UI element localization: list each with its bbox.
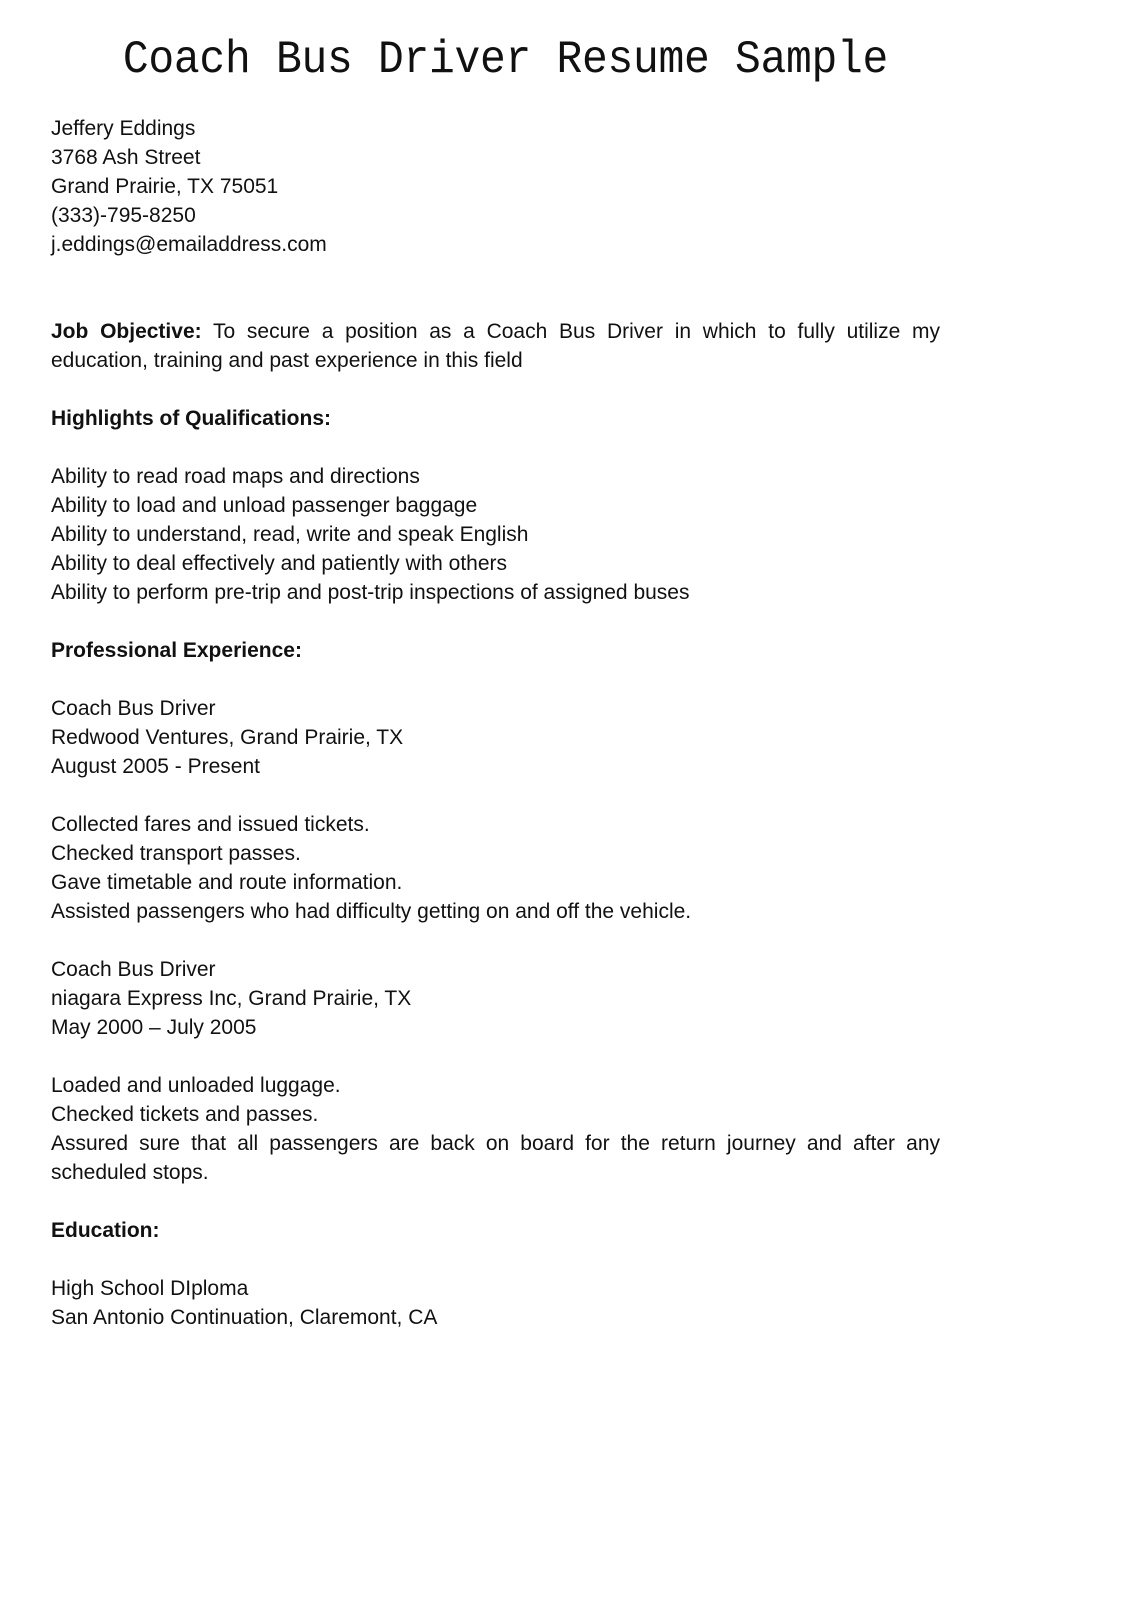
list-item: Ability to perform pre-trip and post-trip inspections of assigned buses xyxy=(51,581,690,604)
objective-label: Job Objective: xyxy=(51,320,202,343)
job-duty: Gave timetable and route information. xyxy=(51,871,403,894)
job-entry xyxy=(51,694,940,926)
list-item: Ability to understand, read, write and speak English xyxy=(51,523,529,546)
list-item: Ability to read road maps and directions xyxy=(51,465,420,488)
page-title: Coach Bus Driver Resume Sample xyxy=(122,33,889,86)
job-duty: Assisted passengers who had difficulty getting on and off the vehicle. xyxy=(51,900,692,923)
job-duty: Collected fares and issued tickets. xyxy=(51,813,370,836)
contact-name: Jeffery Eddings xyxy=(51,117,196,140)
experience-heading: Professional Experience: xyxy=(51,639,302,662)
contact-email: j.eddings@emailaddress.com xyxy=(51,233,327,256)
job-company: Redwood Ventures, Grand Prairie, TX xyxy=(51,726,404,749)
job-duty: Assured sure that all passengers are back on board for the return journey and after any scheduled stops. xyxy=(51,1132,940,1184)
job-title: Coach Bus Driver xyxy=(51,697,216,720)
job-duty: Checked transport passes. xyxy=(51,842,301,865)
education-school: San Antonio Continuation, Claremont, CA xyxy=(51,1306,438,1329)
education-heading: Education: xyxy=(51,1219,160,1242)
qualifications-list xyxy=(51,462,940,607)
contact-block xyxy=(51,114,940,259)
job-objective xyxy=(51,317,940,375)
job-duty: Checked tickets and passes. xyxy=(51,1103,319,1126)
list-item: Ability to deal effectively and patiently with others xyxy=(51,552,508,575)
job-dates: May 2000 – July 2005 xyxy=(51,1016,257,1039)
contact-city: Grand Prairie, TX 75051 xyxy=(51,175,279,198)
job-company: niagara Express Inc, Grand Prairie, TX xyxy=(51,987,412,1010)
qualifications-heading: Highlights of Qualifications: xyxy=(51,407,331,430)
job-duty: Loaded and unloaded luggage. xyxy=(51,1074,341,1097)
objective-text: To secure a position as a Coach Bus Driver in which to fully utilize my education, training and past experience in this field xyxy=(51,320,941,372)
job-title: Coach Bus Driver xyxy=(51,958,216,981)
list-item: Ability to load and unload passenger baggage xyxy=(51,494,478,517)
contact-street: 3768 Ash Street xyxy=(51,146,201,169)
education-degree: High School DIploma xyxy=(51,1277,249,1300)
contact-phone: (333)-795-8250 xyxy=(51,204,196,227)
job-entry xyxy=(51,955,940,1187)
resume-body xyxy=(51,114,940,1332)
job-dates: August 2005 - Present xyxy=(51,755,260,778)
